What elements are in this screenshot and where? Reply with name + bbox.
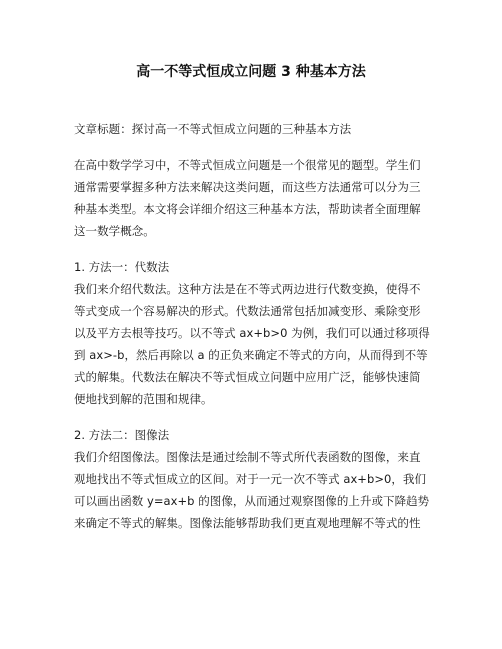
intro-line: 种基本类型。本文将会详细介绍这三种基本方法，帮助读者全面理解 (74, 202, 421, 216)
article-title-line: 文章标题：探讨高一不等式恒成立问题的三种基本方法 (74, 122, 352, 136)
paragraph-gap (74, 410, 430, 424)
paragraph-gap (74, 140, 430, 154)
section2-line: 来确定不等式的解集。图像法能够帮助我们更直观地理解不等式的性 (74, 516, 421, 530)
section1-line: 便地找到解的范围和规律。 (74, 392, 213, 406)
section1-line: 式的解集。代数法在解决不等式恒成立问题中应用广泛，能够快速简 (74, 370, 421, 384)
section2-line: 我们介绍图像法。图像法是通过绘制不等式所代表函数的图像，来直 (74, 450, 421, 464)
section1-line: 以及平方去根等技巧。以不等式 ax+b>0 为例，我们可以通过移项得 (74, 326, 430, 340)
section1-line: 等式变成一个容易解决的形式。代数法通常包括加减变形、乘除变形 (74, 304, 421, 318)
intro-line: 在高中数学学习中，不等式恒成立问题是一个很常见的题型。学生们 (74, 158, 421, 172)
section2-paragraph (74, 446, 430, 534)
section2-line: 观地找出不等式恒成立的区间。对于一元一次不等式 ax+b>0，我们 (74, 472, 427, 486)
section1-heading: 1. 方法一：代数法 (74, 260, 170, 274)
document-body (74, 118, 430, 534)
document-title: 高一不等式恒成立问题 3 种基本方法 (136, 64, 366, 80)
paragraph-gap (74, 242, 430, 256)
section1-line: 到 ax>-b，然后再除以 a 的正负来确定不等式的方向，从而得到不等 (74, 348, 428, 362)
section1-line: 我们来介绍代数法。这种方法是在不等式两边进行代数变换，使得不 (74, 282, 421, 296)
intro-paragraph (74, 154, 430, 242)
section2-line: 可以画出函数 y=ax+b 的图像，从而通过观察图像的上升或下降趋势 (74, 494, 430, 508)
intro-line: 这一数学概念。 (74, 224, 155, 238)
section1-paragraph (74, 278, 430, 410)
section2-heading: 2. 方法二：图像法 (74, 428, 170, 442)
intro-line: 通常需要掌握多种方法来解决这类问题，而这些方法通常可以分为三 (74, 180, 421, 194)
